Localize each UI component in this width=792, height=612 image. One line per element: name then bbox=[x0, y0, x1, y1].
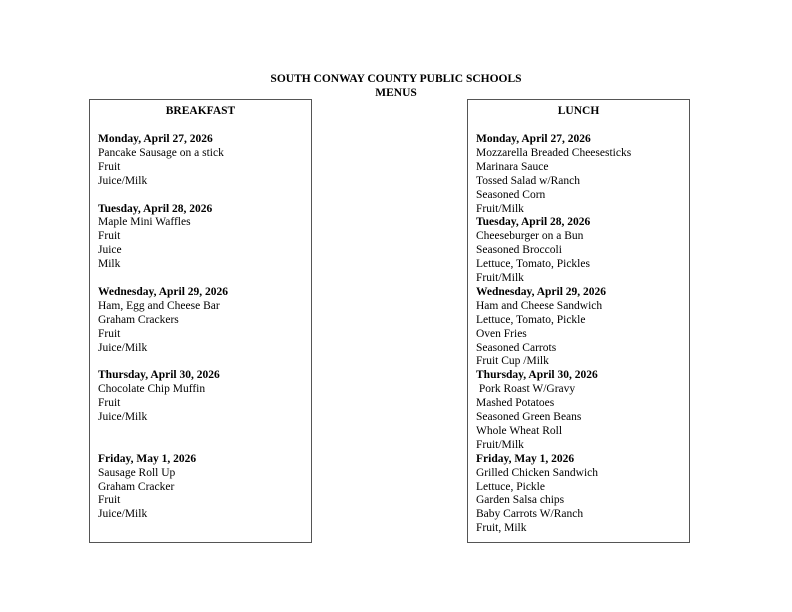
breakfast-menu-item: Juice bbox=[98, 244, 122, 257]
lunch-menu-item: Seasoned Broccoli bbox=[476, 244, 562, 257]
breakfast-menu-item: Ham, Egg and Cheese Bar bbox=[98, 299, 220, 312]
breakfast-menu-item: Fruit bbox=[98, 230, 121, 243]
lunch-menu-item: Ham and Cheese Sandwich bbox=[476, 299, 603, 312]
breakfast-day-heading: Monday, April 27, 2026 bbox=[98, 133, 213, 145]
lunch-menu-item: Marinara Sauce bbox=[476, 160, 549, 173]
lunch-title: LUNCH bbox=[557, 105, 600, 117]
breakfast-menu-item: Graham Cracker bbox=[98, 480, 175, 493]
breakfast-menu-item: Juice/Milk bbox=[98, 508, 148, 521]
breakfast-menu-item: Juice/Milk bbox=[98, 174, 148, 187]
menus-subtitle: MENUS bbox=[375, 86, 417, 99]
breakfast-menu-item: Maple Mini Waffles bbox=[98, 216, 191, 229]
lunch-menu-item: Fruit Cup /Milk bbox=[476, 355, 549, 368]
lunch-menu-item: Mashed Potatoes bbox=[476, 397, 555, 410]
lunch-menu-item: Lettuce, Tomato, Pickles bbox=[476, 258, 590, 271]
breakfast-menu-item: Juice/Milk bbox=[98, 411, 148, 423]
breakfast-day-heading: Tuesday, April 28, 2026 bbox=[98, 202, 213, 215]
lunch-menu-item: Seasoned Corn bbox=[476, 188, 546, 201]
lunch-day-heading: Monday, April 27, 2026 bbox=[476, 133, 591, 145]
lunch-menu-item: Garden Salsa chips bbox=[476, 494, 565, 507]
breakfast-menu-item: Graham Crackers bbox=[98, 313, 179, 326]
breakfast-menu-box bbox=[89, 99, 312, 543]
lunch-menu-box bbox=[467, 99, 690, 543]
breakfast-menu-item: Fruit bbox=[98, 494, 121, 507]
district-title: SOUTH CONWAY COUNTY PUBLIC SCHOOLS bbox=[270, 73, 522, 85]
lunch-menu-item: Fruit/Milk bbox=[476, 202, 524, 215]
lunch-day-heading: Friday, May 1, 2026 bbox=[476, 452, 575, 465]
breakfast-menu-item: Chocolate Chip Muffin bbox=[98, 383, 206, 396]
lunch-menu-item: Baby Carrots W/Ranch bbox=[476, 508, 584, 521]
breakfast-menu-item: Fruit bbox=[98, 397, 121, 410]
lunch-day-heading: Wednesday, April 29, 2026 bbox=[476, 285, 607, 298]
lunch-menu-item: Pork Roast W/Gravy bbox=[476, 383, 576, 396]
lunch-menu-item: Fruit, Milk bbox=[476, 522, 527, 535]
lunch-menu-item: Seasoned Green Beans bbox=[476, 411, 582, 423]
lunch-day-heading: Thursday, April 30, 2026 bbox=[476, 369, 598, 382]
lunch-menu-item: Lettuce, Pickle bbox=[476, 480, 545, 493]
breakfast-menu-item: Fruit bbox=[98, 327, 121, 340]
lunch-menu-item: Fruit/Milk bbox=[476, 438, 524, 451]
lunch-day-heading: Tuesday, April 28, 2026 bbox=[476, 216, 591, 229]
lunch-menu-item: Cheeseburger on a Bun bbox=[476, 230, 584, 243]
breakfast-menu-item: Juice/Milk bbox=[98, 341, 148, 354]
lunch-menu-item: Tossed Salad w/Ranch bbox=[476, 174, 580, 187]
menu-header bbox=[0, 73, 792, 100]
lunch-menu-item: Seasoned Carrots bbox=[476, 341, 557, 354]
breakfast-menu-item: Pancake Sausage on a stick bbox=[98, 146, 224, 159]
breakfast-title: BREAKFAST bbox=[165, 105, 236, 117]
breakfast-day-heading: Wednesday, April 29, 2026 bbox=[98, 285, 229, 298]
breakfast-menu-item: Sausage Roll Up bbox=[98, 466, 176, 479]
lunch-menu-item: Oven Fries bbox=[476, 327, 527, 340]
lunch-menu-item: Grilled Chicken Sandwich bbox=[476, 466, 599, 479]
lunch-menu-item: Mozzarella Breaded Cheesesticks bbox=[476, 146, 632, 159]
breakfast-menu-item: Fruit bbox=[98, 160, 121, 173]
lunch-menu-item: Whole Wheat Roll bbox=[476, 424, 563, 437]
lunch-menu-item: Fruit/Milk bbox=[476, 272, 524, 284]
breakfast-day-heading: Friday, May 1, 2026 bbox=[98, 452, 197, 465]
breakfast-menu-item: Milk bbox=[98, 258, 121, 271]
breakfast-day-heading: Thursday, April 30, 2026 bbox=[98, 369, 220, 382]
lunch-menu-item: Lettuce, Tomato, Pickle bbox=[476, 313, 586, 326]
